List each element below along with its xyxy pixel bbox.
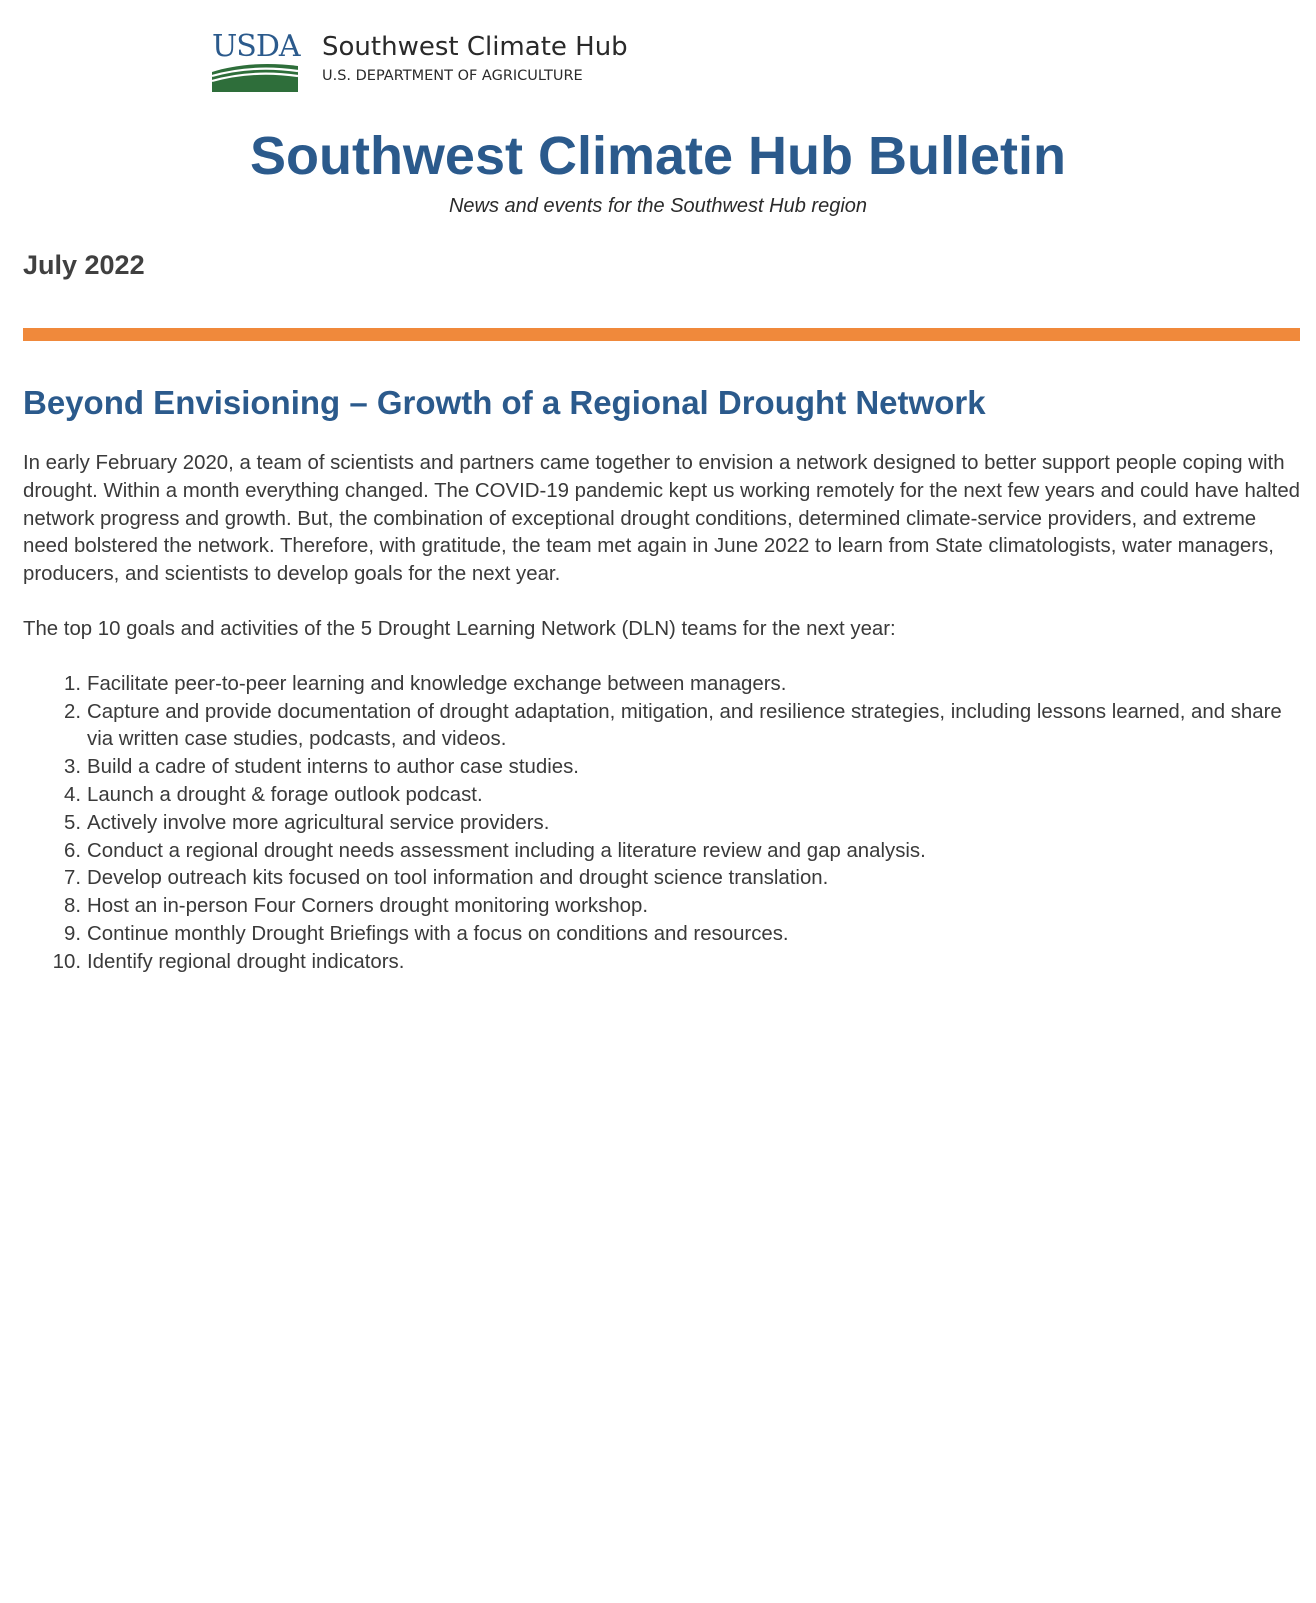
article-body — [23, 450, 1307, 977]
goals-list — [23, 671, 1307, 977]
department-name: U.S. DEPARTMENT OF AGRICULTURE — [322, 68, 583, 84]
list-item: Host an in-person Four Corners drought monitoring workshop. — [87, 895, 649, 918]
list-item: Conduct a regional drought needs assessment including a literature review and gap analysis. — [87, 839, 926, 862]
section-divider — [23, 328, 1300, 341]
list-item: Actively involve more agricultural service providers. — [87, 811, 550, 834]
bulletin-subtitle: News and events for the Southwest Hub region — [448, 195, 868, 217]
list-item: Launch a drought & forage outlook podcast. — [87, 783, 483, 806]
list-item: Facilitate peer-to-peer learning and knowledge exchange between managers. — [87, 672, 787, 695]
list-item: Continue monthly Drought Briefings with a focus on conditions and resources. — [87, 922, 789, 945]
hub-title: Southwest Climate Hub — [322, 32, 628, 62]
header-logo — [212, 30, 628, 94]
list-item: Build a cadre of student interns to author case studies. — [87, 756, 579, 779]
usda-logo-text: USDA — [212, 29, 300, 64]
article-title: Beyond Envisioning – Growth of a Regional Drought Network — [23, 384, 986, 421]
usda-logo — [212, 30, 300, 94]
usda-field-icon — [212, 62, 298, 92]
article-paragraph: The top 10 goals and activities of the 5 Drought Learning Network (DLN) teams for the next year: — [23, 617, 896, 640]
article-paragraph: In early February 2020, a team of scientists and partners came together to envision a network designed to better support people coping with drought. Within a month everything changed. The COVID-19 pandemic kept us working remotely for the next few years and could have halted network progress and growth. But, the combination of exceptional drought conditions, determined climate-service providers, and extreme need bolstered the network. Therefore, with gratitude, the team met again in June 2022 to learn from State climatologists, water managers, producers, and scientists to develop goals for the next year. — [23, 452, 1301, 586]
list-item: Identify regional drought indicators. — [87, 950, 405, 973]
hub-name-block — [322, 30, 628, 86]
issue-date: July 2022 — [23, 250, 145, 280]
bulletin-title: Southwest Climate Hub Bulletin — [249, 126, 1067, 186]
list-item: Capture and provide documentation of drought adaptation, mitigation, and resilience strategies, including lessons learned, and share via written case studies, podcasts, and videos. — [87, 700, 1282, 751]
list-item: Develop outreach kits focused on tool information and drought science translation. — [87, 867, 829, 890]
